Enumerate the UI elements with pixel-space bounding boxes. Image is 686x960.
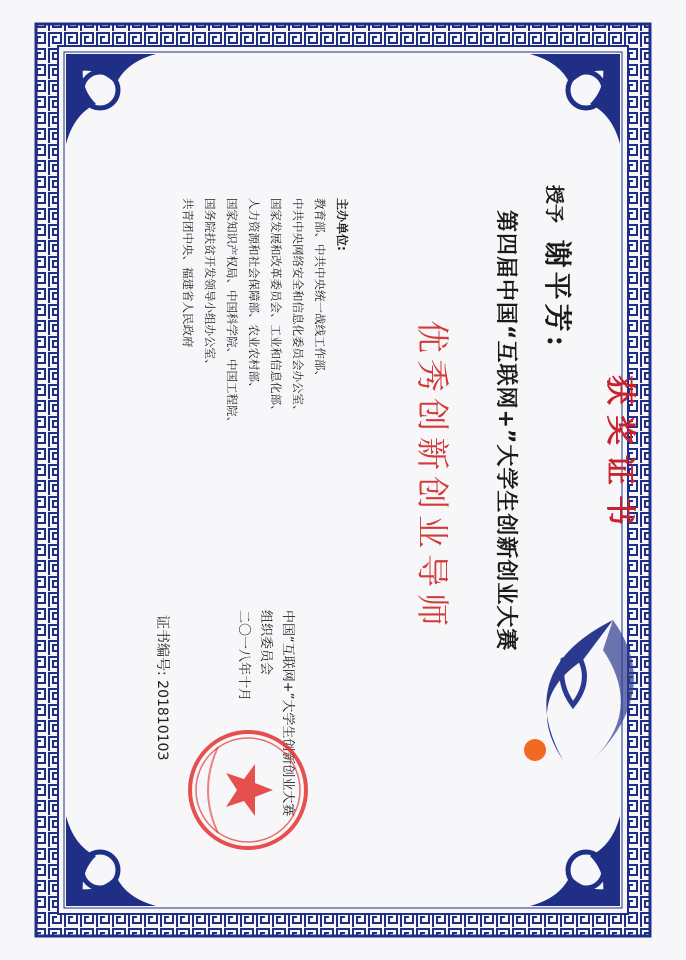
competition-name: 第四届中国“互联网+”大学生创新创业大赛 — [493, 210, 518, 652]
organizers-block — [177, 198, 353, 578]
organizers-heading: 主办单位: — [335, 198, 349, 251]
organizer-line: 国家知识产权局、中国科学院、中国工程院、 — [225, 198, 239, 428]
organizer-line: 国务院扶贫开发领导小组办公室、 — [203, 198, 217, 371]
organizer-line: 中共中央网络安全和信息化委员会办公室、 — [291, 198, 305, 417]
organizer-line: 国家发展和改革委员会、工业和信息化部、 — [269, 198, 283, 417]
certificate-title: 获奖证书 — [602, 375, 637, 535]
issuer-line: 二〇一八年十月 — [236, 610, 251, 702]
issuer-line: 组织委员会 — [258, 610, 273, 676]
certificate-number-value: 20181010З — [154, 680, 170, 761]
organizer-line: 共青团中央、福建省人民政府 — [181, 198, 195, 348]
recipient-line — [539, 185, 579, 350]
organizer-line: 教育部、中共中央统一战线工作部、 — [313, 198, 327, 382]
official-seal-icon — [183, 725, 313, 855]
certificate-content — [93, 70, 653, 890]
recipient-prefix: 授予 — [543, 185, 565, 224]
organizer-line: 人力资源和社会保障部、农业农村部、 — [247, 198, 261, 394]
award-title: 优秀创新创业导师 — [413, 320, 452, 632]
issuer-line: 中国“互联网+”大学生创新创业大赛 — [280, 610, 295, 817]
certificate-number — [153, 615, 173, 760]
certificate-number-label: 证书编号: — [154, 615, 170, 676]
recipient-name: 谢平芳: — [541, 239, 574, 350]
